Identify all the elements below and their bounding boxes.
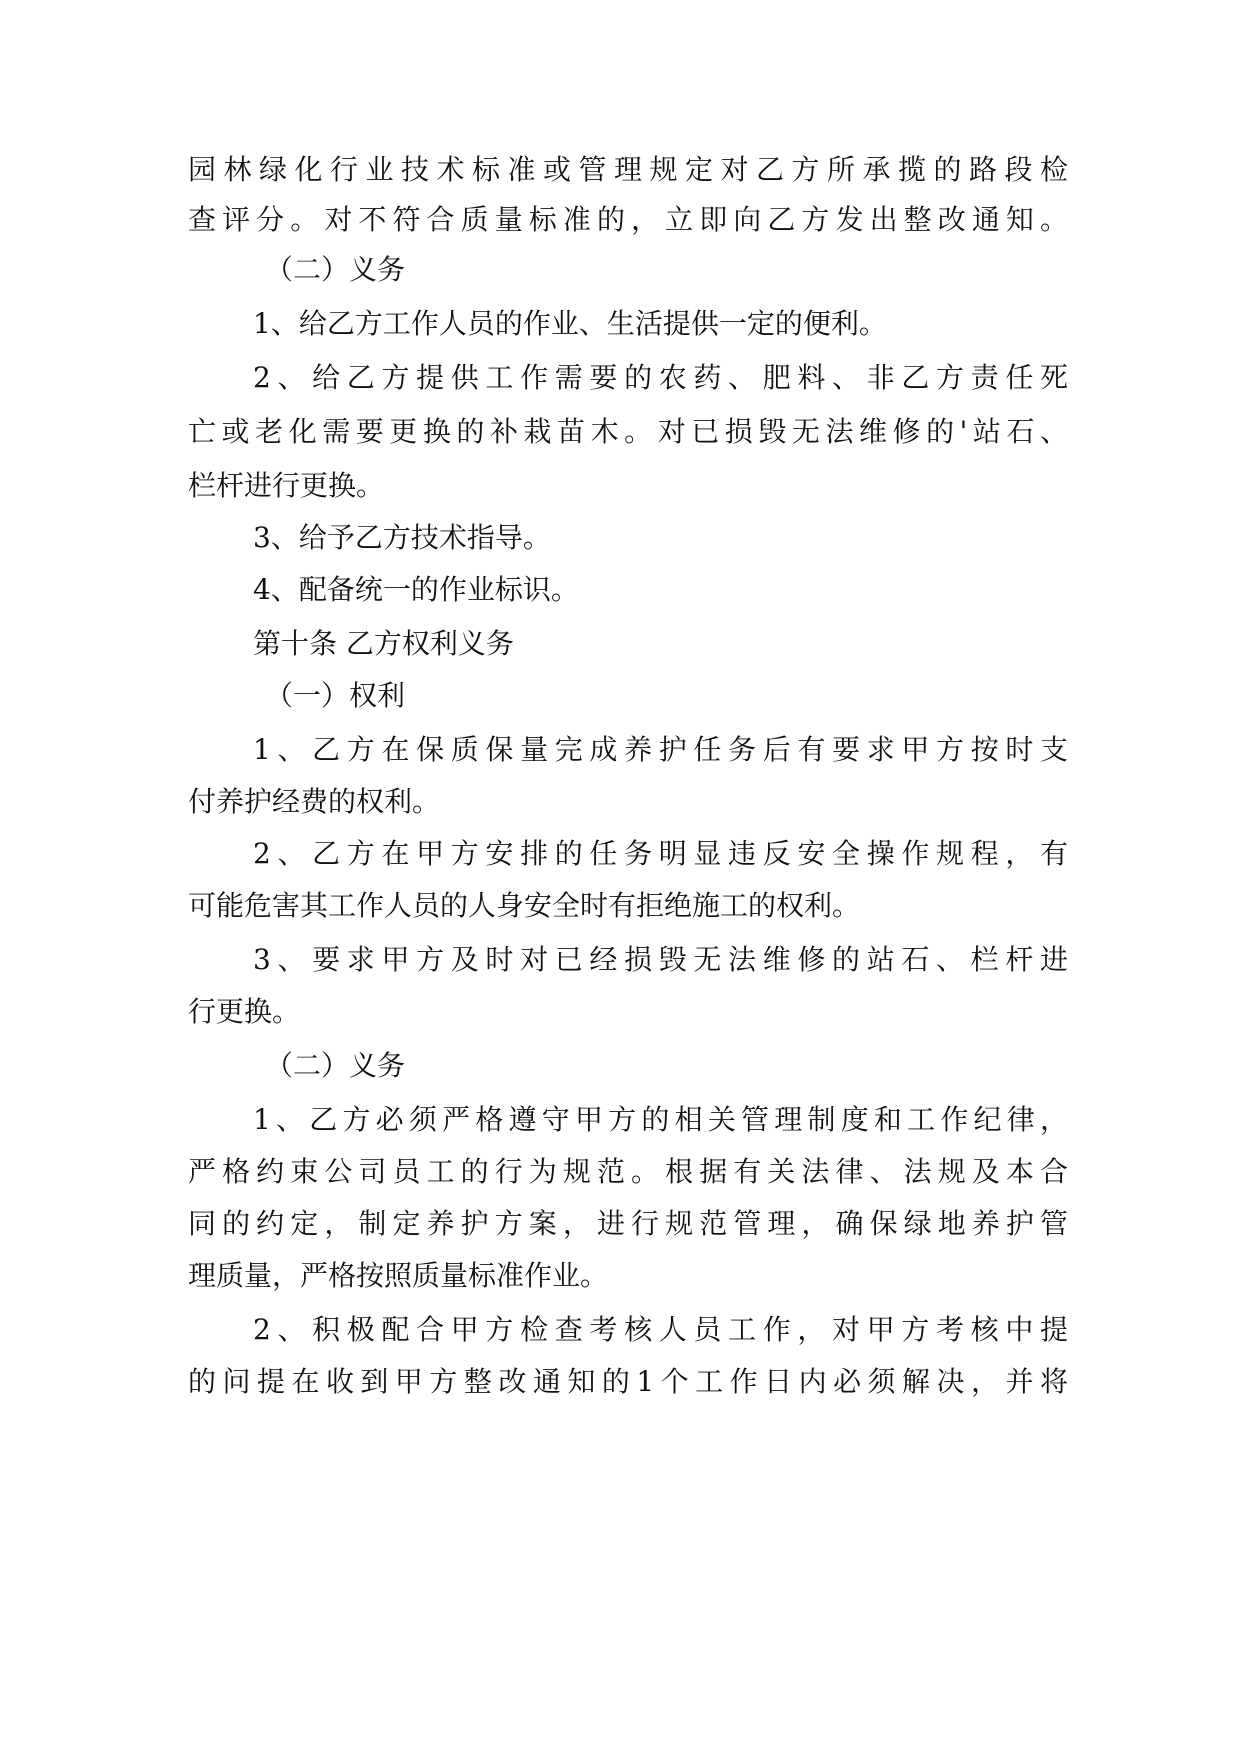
text-line: 严格约束公司员工的行为规范。根据有关法律、法规及本合 xyxy=(188,1155,1068,1188)
text-line: 2、给乙方提供工作需要的农药、肥料、非乙方责任死 xyxy=(253,361,1068,394)
text-line: 同的约定，制定养护方案，进行规范管理，确保绿地养护管 xyxy=(188,1207,1068,1240)
text-line: 3、要求甲方及时对已经损毁无法维修的站石、栏杆进 xyxy=(253,943,1068,976)
text-line: 理质量，严格按照质量标准作业。 xyxy=(188,1259,609,1292)
text-line: 3、给予乙方技术指导。 xyxy=(253,521,551,554)
text-line: 付养护经费的权利。 xyxy=(188,785,441,818)
section-heading: （一）权利 xyxy=(265,679,406,712)
text-line: 可能危害其工作人员的人身安全时有拒绝施工的权利。 xyxy=(188,889,861,922)
text-line: 4、配备统一的作业标识。 xyxy=(253,573,579,606)
text-line: 查评分。对不符合质量标准的，立即向乙方发出整改通知。 xyxy=(188,203,1068,236)
text-line: 亡或老化需要更换的补栽苗木。对已损毁无法维修的'站石、 xyxy=(188,415,1068,448)
text-line: 的问提在收到甲方整改通知的1个工作日内必须解决，并将 xyxy=(188,1365,1068,1398)
section-heading: （二）义务 xyxy=(265,253,406,286)
text-line: 栏杆进行更换。 xyxy=(188,469,385,502)
text-line: 2、积极配合甲方检查考核人员工作，对甲方考核中提 xyxy=(253,1313,1068,1346)
text-line: 1、乙方在保质保量完成养护任务后有要求甲方按时支 xyxy=(253,733,1068,766)
text-line: 1、给乙方工作人员的作业、生活提供一定的便利。 xyxy=(253,307,887,340)
article-heading: 第十条 乙方权利义务 xyxy=(253,627,514,660)
section-heading: （二）义务 xyxy=(265,1049,406,1082)
text-line: 2、乙方在甲方安排的任务明显违反安全操作规程，有 xyxy=(253,837,1068,870)
text-line: 园林绿化行业技术标准或管理规定对乙方所承揽的路段检 xyxy=(188,153,1068,186)
text-line: 行更换。 xyxy=(188,995,301,1028)
text-line: 1、乙方必须严格遵守甲方的相关管理制度和工作纪律， xyxy=(253,1103,1068,1136)
